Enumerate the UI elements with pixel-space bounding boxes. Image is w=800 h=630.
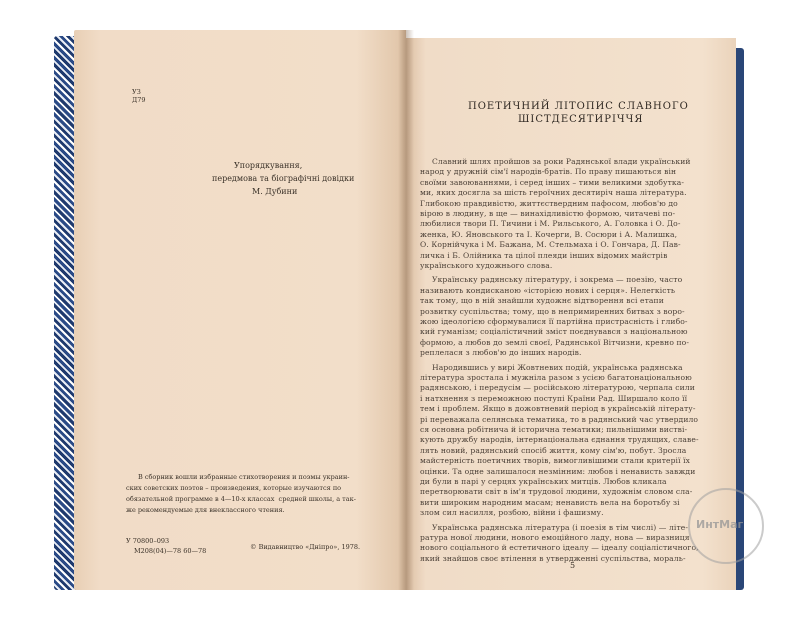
- body-line: злом сил насилля, розбою, війни і фашизму.: [420, 508, 604, 518]
- body-line: кий гуманізм; соціалістичний зміст поєднувався з національною: [420, 327, 688, 337]
- body-line: який знайшов своє втілення в утвердженні суспільства, мораль-: [420, 553, 686, 563]
- annotation-line-4: же рекомендуемые для внеклассного чтения.: [126, 506, 285, 514]
- body-line: майстерність поетичних творів, вимогливішими стали критерії їх: [420, 456, 691, 466]
- annotation-line-1: В сборник вошли избранные стихотворения и поэмы украин-: [138, 473, 350, 481]
- credits-line-1: Упорядкування,: [234, 161, 303, 170]
- body-line: перетворювати світ в ім'я трудової людини, художнім словом сла-: [420, 487, 693, 497]
- body-line: женка, Ю. Яновського та І. Кочерги, В. Сосюри і А. Малишка,: [420, 229, 678, 239]
- book-spine: [398, 30, 414, 590]
- body-line: народ у дружній сім'ї народів-братів. По праву пишаються він: [420, 167, 677, 177]
- body-line: Народившись у вирі Жовтневих подій, українська радянська: [432, 362, 683, 372]
- body-line: вити широким народним масам; ненависть вела на боротьбу зі: [420, 497, 680, 507]
- body-line: розвитку суспільства; тому, що в непримиренних битвах з воро-: [420, 306, 685, 316]
- body-line: називають кондисканою «історією нових і серця». Нелегкість: [420, 285, 676, 295]
- body-line: личка і Б. Олійника та цілої плеяди інших відомих майстрів: [420, 250, 668, 260]
- body-line: так тому, що в ній знайшли художнє відтворення всі етапи: [420, 296, 664, 306]
- body-line: Славний шлях пройшов за роки Радянської влади український: [432, 157, 691, 166]
- body-line: ратура нової людини, нового емоційного ладу, нова — виразниця: [420, 533, 690, 542]
- body-line: ми, яких досягла за шість героїчних десятиріч наша література.: [420, 188, 687, 198]
- chapter-heading-line-1: ПОЕТИЧНИЙ ЛІТОПИС СЛАВНОГО: [468, 101, 689, 112]
- body-line: Українська радянська література (і поезія в тім числі) — літе-: [432, 522, 689, 532]
- body-line: тем і проблем. Якщо в дожовтневий період в українській літерату-: [420, 404, 696, 414]
- body-line: українського художнього слова.: [420, 261, 553, 270]
- body-line: література зростала і мужніла разом з усією багатонаціональною: [420, 373, 692, 382]
- open-book: [54, 30, 744, 590]
- body-line: своїми завоюваннями, і серед інших – тими великими здобутка-: [420, 177, 685, 187]
- body-line: вірою в людину, в ще — винахідливістю формою, читачеві по-: [420, 209, 676, 218]
- annotation-line-3: обязательной программе в 4—10-х классах средней школы, а так-: [126, 495, 356, 503]
- catalog-line-1: У 70800–093: [126, 537, 170, 545]
- credits-line-2: передмова та біографічні довідки: [212, 174, 355, 183]
- chapter-heading-line-2: ШІСТДЕСЯТИРІЧЧЯ: [518, 114, 644, 125]
- body-line: нового соціального й естетичного ідеалу — ідеалу соціалістичного,: [420, 543, 699, 553]
- credits-line-3: М. Дубини: [252, 187, 298, 196]
- watermark-text: ИнтМаг: [696, 518, 744, 531]
- body-line: любилися твори П. Тичини і М. Рильського, А. Головка і О. До-: [420, 219, 681, 229]
- catalog-line-2: М208(04)—78 60—78: [134, 547, 207, 555]
- body-line: формою, а любов до землі своєї, Радянської Вітчизни, кревно по-: [420, 337, 689, 347]
- left-page: [74, 30, 406, 590]
- body-line: ди були в парі у серцях українських митців. Любов кликала: [420, 477, 667, 486]
- body-line: ся основна робітнича й історична тематики; пильнішими вистві-: [420, 425, 688, 434]
- body-line: лять новий, радянський спосіб життя, кому сім'ю, побут. Зросла: [420, 445, 687, 455]
- body-line: жою ідеологією сформувалися її партійна пристрасність і глибо-: [420, 317, 688, 326]
- library-code: УЗ Д79: [132, 88, 146, 105]
- body-line: кують дружбу народів, інтернаціональна єднання трудящих, славе-: [420, 435, 699, 445]
- page-number: 5: [570, 561, 576, 570]
- body-line: радянською, і передусім — російською літературою, черпала сили: [420, 383, 695, 393]
- right-page: [406, 38, 736, 590]
- body-line: і натхнення з переможною поступі Країни Рад. Ширшало коло її: [420, 393, 688, 403]
- body-line: Українську радянську літературу, і зокрема — поезію, часто: [432, 275, 683, 285]
- body-line: реплелася з любов'ю до інших народів.: [420, 348, 582, 358]
- annotation-line-2: ских советских поэтов – произведения, которые изучаются по: [126, 484, 342, 492]
- copyright-notice: © Видавництво «Дніпро», 1978.: [250, 543, 361, 551]
- body-line: рі переважала селянська тематика, то в радянський час утвердило: [420, 414, 699, 424]
- body-line: Глибокою правдивістю, життєствердним пафосом, любов'ю до: [420, 198, 678, 208]
- body-line: О. Корнійчука і М. Бажана, М. Стельмаха і О. Гончара, Д. Пав-: [420, 240, 681, 250]
- body-line: оцінки. Та одне залишалося незмінним: любов і ненависть завжди: [420, 466, 696, 476]
